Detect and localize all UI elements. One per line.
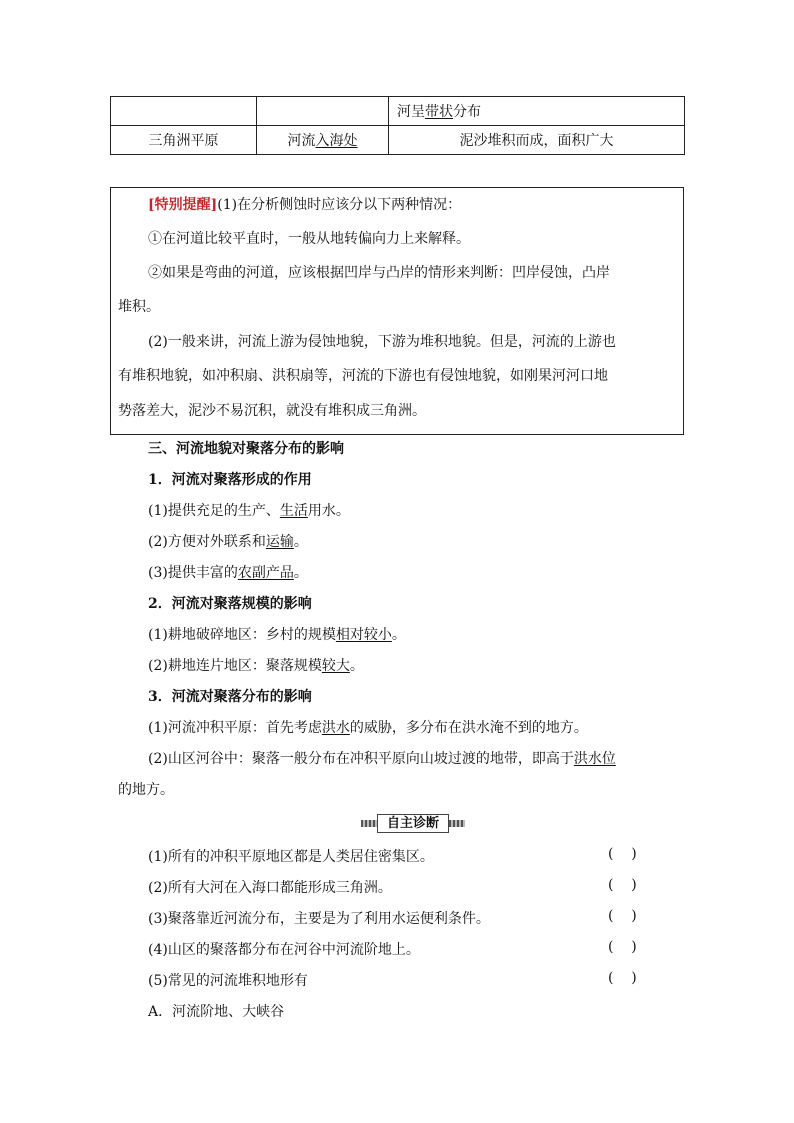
section-title: 三、河流地貌对聚落分布的影响 bbox=[148, 441, 344, 457]
note-line-7: 势落差大，泥沙不易沉积，就没有堆积成三角洲。 bbox=[118, 403, 426, 419]
item-text: (2)山区河谷中：聚落一般分布在冲积平原向山坡过渡的地带，即高于 bbox=[148, 751, 574, 767]
list-item bbox=[148, 717, 588, 737]
table-cell bbox=[389, 97, 685, 126]
banner-label: 自主诊断 bbox=[377, 814, 449, 833]
special-reminder-box bbox=[110, 187, 684, 435]
reminder-tag: [特别提醒] bbox=[148, 197, 218, 213]
question-item: (3)聚落靠近河流分布，主要是为了利用水运便利条件。 bbox=[148, 911, 490, 927]
item-text: 。 bbox=[293, 534, 308, 550]
underlined-answer: 洪水 bbox=[321, 720, 350, 736]
question-item: (1)所有的冲积平原地区都是人类居住密集区。 bbox=[148, 849, 434, 865]
item-text: (1)河流冲积平原：首先考虑 bbox=[148, 720, 322, 736]
option-a[interactable]: A．河流阶地、大峡谷 bbox=[148, 1004, 285, 1020]
cell-text: 分布 bbox=[453, 104, 481, 120]
question-item: (2)所有大河在入海口都能形成三角洲。 bbox=[148, 880, 392, 896]
subsection-heading-2: 2．河流对聚落规模的影响 bbox=[148, 596, 312, 612]
item-text: (2)方便对外联系和 bbox=[148, 534, 266, 550]
question-item: (4)山区的聚落都分布在河谷中河流阶地上。 bbox=[148, 942, 420, 958]
item-text: 。 bbox=[349, 658, 364, 674]
list-item bbox=[148, 500, 350, 520]
note-line-3: ②如果是弯曲的河道，应该根据凹岸与凸岸的情形来判断：凹岸侵蚀，凸岸 bbox=[148, 265, 610, 281]
item-text: 的威胁，多分布在洪水淹不到的地方。 bbox=[349, 720, 588, 736]
underlined-answer: 相对较小 bbox=[335, 627, 392, 643]
note-line-5: (2)一般来讲，河流上游为侵蚀地貌，下游为堆积地貌。但是，河流的上游也 bbox=[148, 334, 616, 350]
table-cell bbox=[111, 97, 257, 126]
answer-parentheses[interactable]: ( ) bbox=[608, 908, 637, 924]
table-cell: 泥沙堆积而成，面积广大 bbox=[389, 126, 685, 155]
subsection-heading-1: 1．河流对聚落形成的作用 bbox=[148, 472, 312, 488]
list-item bbox=[148, 748, 616, 768]
table-row bbox=[111, 97, 685, 126]
cell-text: 河呈 bbox=[397, 104, 425, 120]
landform-table bbox=[110, 96, 685, 155]
answer-parentheses[interactable]: ( ) bbox=[608, 877, 637, 893]
list-item-continuation: 的地方。 bbox=[118, 782, 174, 798]
item-text: (1)耕地破碎地区：乡村的规模 bbox=[148, 627, 336, 643]
answer-parentheses[interactable]: ( ) bbox=[608, 846, 637, 862]
list-item bbox=[148, 562, 308, 582]
question-item: (5)常见的河流堆积地形有 bbox=[148, 973, 308, 989]
subsection-heading-3: 3．河流对聚落分布的影响 bbox=[148, 689, 312, 705]
underlined-answer: 带状 bbox=[425, 104, 453, 120]
table-cell bbox=[257, 126, 389, 155]
underlined-answer: 生活 bbox=[279, 503, 308, 519]
note-text: (1)在分析侧蚀时应该分以下两种情况： bbox=[217, 197, 462, 213]
table-row bbox=[111, 126, 685, 155]
table-cell: 三角洲平原 bbox=[111, 126, 257, 155]
item-text: 用水。 bbox=[307, 503, 350, 519]
underlined-answer: 入海处 bbox=[315, 133, 358, 149]
item-text: 。 bbox=[293, 565, 308, 581]
note-line-4: 堆积。 bbox=[118, 299, 160, 315]
item-text: (2)耕地连片地区：聚落规模 bbox=[148, 658, 322, 674]
item-text: (1)提供充足的生产、 bbox=[148, 503, 280, 519]
table-cell bbox=[257, 97, 389, 126]
underlined-answer: 农副产品 bbox=[237, 565, 294, 581]
underlined-answer: 洪水位 bbox=[573, 751, 616, 767]
item-text: (3)提供丰富的 bbox=[148, 565, 238, 581]
answer-parentheses[interactable]: ( ) bbox=[608, 970, 637, 986]
self-diagnosis-banner bbox=[361, 815, 465, 833]
item-text: 。 bbox=[391, 627, 406, 643]
underlined-answer: 较大 bbox=[321, 658, 350, 674]
list-item bbox=[148, 531, 308, 551]
answer-parentheses[interactable]: ( ) bbox=[608, 939, 637, 955]
note-line-2: ①在河道比较平直时，一般从地转偏向力上来解释。 bbox=[148, 231, 470, 247]
list-item bbox=[148, 655, 364, 675]
list-item bbox=[148, 624, 406, 644]
cell-text: 河流 bbox=[287, 133, 316, 149]
note-line-6: 有堆积地貌，如冲积扇、洪积扇等，河流的下游也有侵蚀地貌，如刚果河河口地 bbox=[118, 368, 608, 384]
note-line-1 bbox=[148, 194, 461, 214]
underlined-answer: 运输 bbox=[265, 534, 294, 550]
